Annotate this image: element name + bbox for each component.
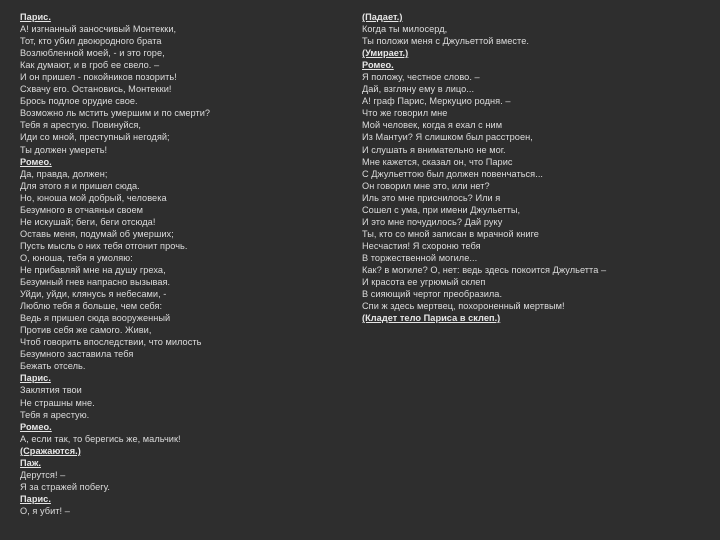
speaker-name: Парис. (20, 493, 51, 504)
speaker-name: Паж. (20, 457, 41, 468)
verse-line: Не прибавляй мне на душу греха, (20, 264, 166, 275)
verse-line: Заклятия твои (20, 385, 82, 396)
stage-direction: (Сражаются.) (20, 445, 81, 456)
speaker-name: Ромео. (362, 60, 394, 71)
verse-line: А! изгнанный заносчивый Монтекки, (20, 24, 177, 35)
verse-line: Что же говорил мне (362, 108, 448, 119)
left-text-column (20, 11, 350, 517)
verse-line: Тебя я арестую. Повинуйся, (20, 120, 141, 131)
verse-line: В торжественной могиле... (362, 252, 478, 263)
verse-line: В сияющий чертог преобразила. (362, 289, 503, 300)
verse-line: Бежать отсель. (20, 361, 86, 372)
verse-line: Ты, кто со мной записан в мрачной книге (362, 228, 539, 239)
verse-line: Как? в могиле? О, нет: ведь здесь покоится Джульетта – (362, 264, 607, 275)
stage-direction: (Падает.) (362, 12, 403, 22)
verse-line: Уйди, уйди, клянусь я небесами, - (20, 289, 167, 300)
verse-line: И он пришел - покойников позорить! (20, 72, 177, 83)
verse-line: А! граф Парис, Меркуцио родня. – (362, 96, 511, 107)
verse-line: Пусть мысль о них тебя отгонит прочь. (20, 240, 188, 251)
speaker-name: Парис. (20, 373, 51, 384)
verse-line: А, если так, то берегись же, мальчик! (20, 433, 181, 444)
verse-line: Он говорил мне это, или нет? (362, 180, 490, 191)
verse-line: Тот, кто убил двоюродного брата (20, 36, 162, 47)
verse-line: И красота ее угрюмый склеп (362, 277, 486, 288)
speaker-name: Парис. (20, 12, 51, 22)
verse-line: Схвачу его. Остановись, Монтекки! (20, 84, 172, 95)
verse-line: Люблю тебя я больше, чем себя: (20, 301, 163, 312)
verse-line: Да, правда, должен; (20, 168, 108, 179)
right-text-column (362, 11, 712, 324)
verse-line: Ведь я пришел сюда вооруженный (20, 313, 171, 324)
verse-line: Спи ж здесь мертвец, похороненный мертвым! (362, 301, 565, 312)
verse-line: Дай, взгляну ему в лицо... (362, 84, 475, 95)
verse-line: О, я убит! – (20, 505, 70, 516)
speaker-name: Ромео. (20, 156, 52, 167)
verse-line: Брось подлое орудие свое. (20, 96, 138, 107)
verse-line: Чтоб говорить впоследствии, что милость (20, 337, 202, 348)
verse-line: Когда ты милосерд, (362, 24, 448, 35)
verse-line: О, юноша, тебя я умоляю: (20, 252, 133, 263)
verse-line: Я за стражей побегу. (20, 481, 110, 492)
verse-line: Против себя же самого. Живи, (20, 325, 152, 336)
verse-line: Несчастия! Я схороню тебя (362, 240, 481, 251)
verse-line: Для этого я и пришел сюда. (20, 180, 140, 191)
verse-line: Не страшны мне. (20, 397, 95, 408)
verse-line: Безумного заставила тебя (20, 349, 134, 360)
verse-line: Не искушай; беги, беги отсюда! (20, 216, 156, 227)
verse-line: Возможно ль мстить умершим и по смерти? (20, 108, 211, 119)
stage-direction: (Умирает.) (362, 48, 409, 59)
verse-line: Мой человек, когда я ехал с ним (362, 120, 503, 131)
verse-line: Я положу, честное слово. – (362, 72, 480, 83)
verse-line: И это мне почудилось? Дай руку (362, 216, 503, 227)
verse-line: Ты положи меня с Джульеттой вместе. (362, 36, 529, 47)
verse-line: Безумный гнев напрасно вызывая. (20, 277, 171, 288)
verse-line: Мне кажется, сказал он, что Парис (362, 156, 513, 167)
verse-line: Возлюбленной моей, - и это горе, (20, 48, 165, 59)
stage-direction: (Кладет тело Париса в склеп.) (362, 313, 501, 324)
verse-line: Дерутся! – (20, 469, 66, 480)
verse-line: Как думают, и в гроб ее свело. – (20, 60, 160, 71)
verse-line: Из Мантуи? Я слишком был расстроен, (362, 132, 533, 143)
verse-line: Оставь меня, подумай об умерших; (20, 228, 174, 239)
verse-line: Тебя я арестую. (20, 409, 90, 420)
verse-line: Ты должен умереть! (20, 144, 108, 155)
verse-line: Иль это мне приснилось? Или я (362, 192, 501, 203)
verse-line: И слушать я внимательно не мог. (362, 144, 506, 155)
verse-line: Сошел с ума, при имени Джульетты, (362, 204, 521, 215)
verse-line: Иди со мной, преступный негодяй; (20, 132, 170, 143)
speaker-name: Ромео. (20, 421, 52, 432)
verse-line: Но, юноша мой добрый, человека (20, 192, 167, 203)
verse-line: Безумного в отчаяньи своем (20, 204, 144, 215)
verse-line: С Джульеттою был должен повенчаться... (362, 168, 544, 179)
